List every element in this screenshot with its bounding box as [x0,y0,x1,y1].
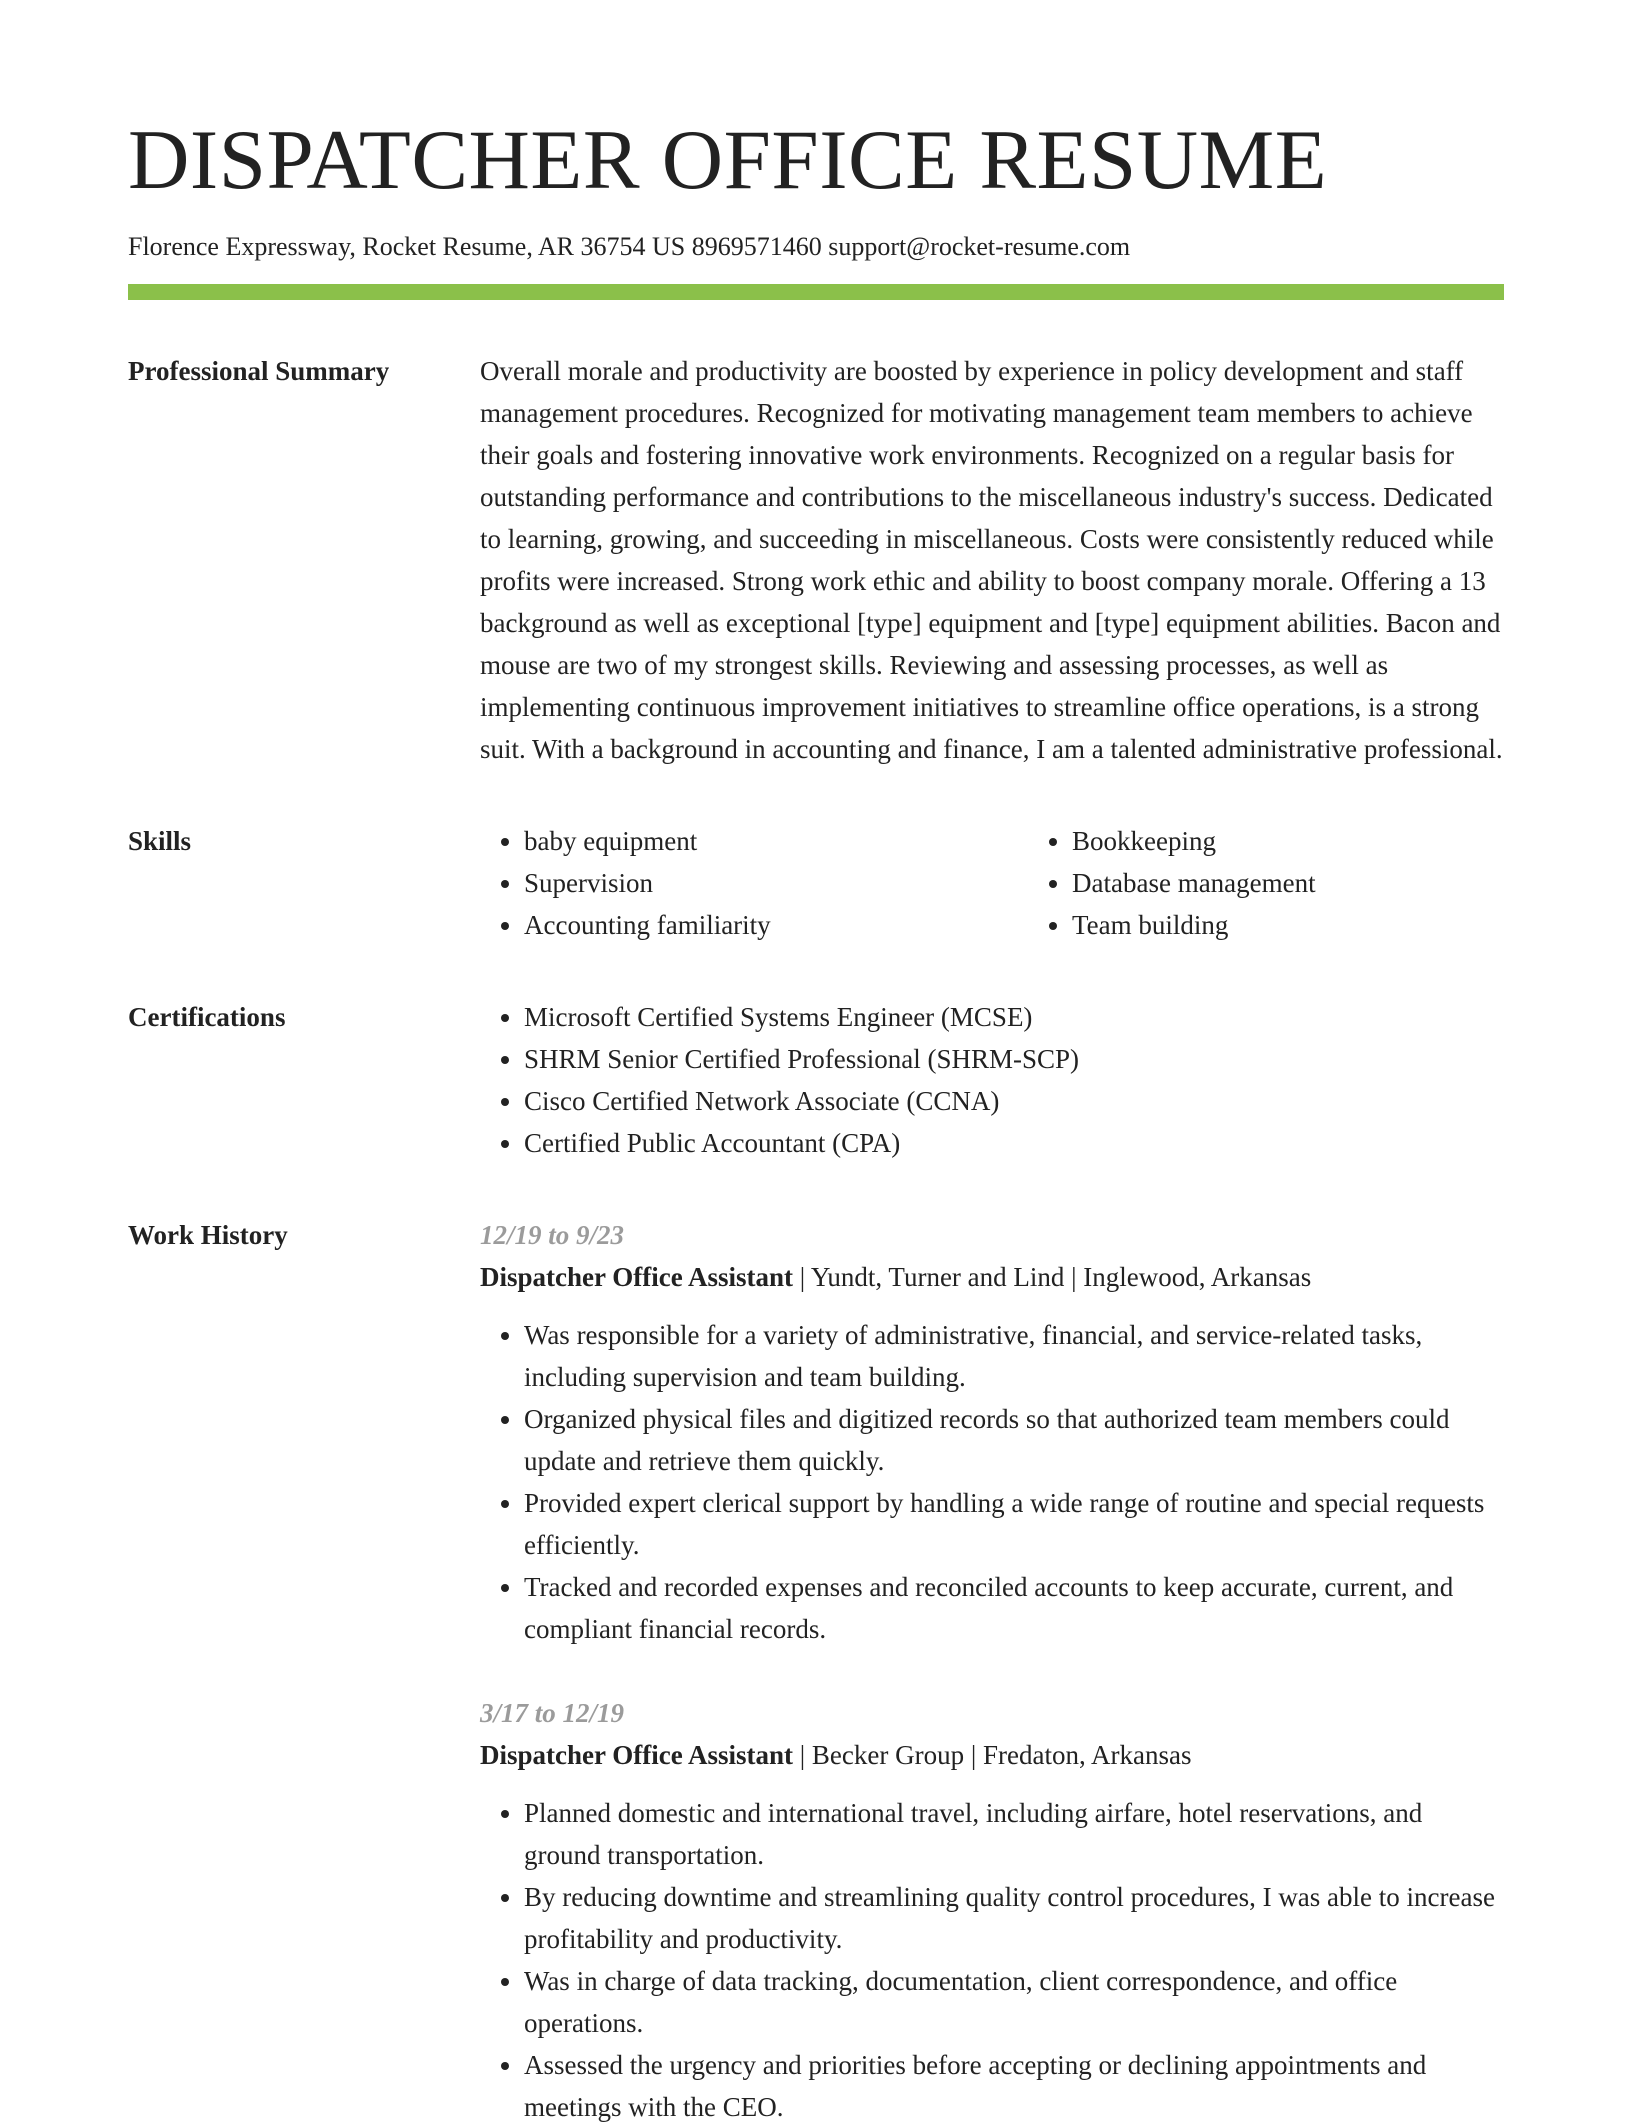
job-bullets [480,1314,1504,1650]
skills-list-right [1028,820,1576,946]
resume-title: DISPATCHER OFFICE RESUME [128,113,1328,207]
job-title: Dispatcher Office Assistant [480,1740,793,1771]
job-bullet: • Was responsible for a variety of administrative, financial, and service-related tasks, including supervision and team building. [524,1314,1504,1398]
contact-email: support@rocket-resume.com [828,232,1131,261]
skills-body [480,820,1504,946]
work-history-section [128,1214,1504,2128]
certification-item: • Microsoft Certified Systems Engineer (MCSE) [524,996,1504,1038]
job-bullet: • Assessed the urgency and priorities before accepting or declining appointments and meetings with the CEO. [524,2044,1504,2128]
job-employer-location: | Yundt, Turner and Lind | Inglewood, Arkansas [792,1262,1312,1293]
job-bullet: • Planned domestic and international travel, including airfare, hotel reservations, and ground transportation. [524,1792,1504,1876]
certification-item: • Cisco Certified Network Associate (CCNA) [524,1080,1504,1122]
job-bullet: • Was in charge of data tracking, documentation, client correspondence, and office operations. [524,1960,1504,2044]
certifications-list [480,996,1504,1164]
job-bullet: • Provided expert clerical support by handling a wide range of routine and special requests efficiently. [524,1482,1504,1566]
contact-address: Florence Expressway, Rocket Resume, AR 36754 US [128,232,686,261]
skill-item: • Accounting familiarity [524,904,1028,946]
work-history-body [480,1214,1504,2128]
summary-text: Overall morale and productivity are boosted by experience in policy development and staff management procedures. Recognized for motivating management team members to achieve their goals and fostering innovative work environments. Recognized on a regular basis for outstanding performance and contributions to the miscellaneous industry's success. Dedicated to learning, growing, and succeeding in miscellaneous. Costs were consistently reduced while profits were increased. Strong work ethic and ability to boost company morale. Offering a 13 background as well as exceptional [type] equipment and [type] equipment abilities. Bacon and mouse are two of my strongest skills. Reviewing and assessing processes, as well as implementing continuous improvement initiatives to streamline office operations, is a strong suit. With a background in accounting and finance, I am a talented administrative professional. [480,356,1503,765]
work-history-heading: Work History [128,1220,288,1251]
summary-heading: Professional Summary [128,356,390,387]
job-heading [480,1734,1504,1776]
job-bullets [480,1792,1504,2128]
skill-item: • Database management [1072,862,1576,904]
job-employer-location: | Becker Group | Fredaton, Arkansas [792,1740,1192,1771]
skill-item: • Supervision [524,862,1028,904]
job-entry [480,1692,1504,2128]
contact-phone: 8969571460 [691,232,822,261]
certification-item: • SHRM Senior Certified Professional (SHRM-SCP) [524,1038,1504,1080]
summary-body [480,350,1504,770]
skill-item: • baby equipment [524,820,1028,862]
certifications-body [480,996,1504,1164]
skills-list-left [480,820,1028,946]
skills-section [128,820,1504,946]
skill-item: • Team building [1072,904,1576,946]
certification-item: • Certified Public Accountant (CPA) [524,1122,1504,1164]
accent-divider [128,284,1504,300]
certifications-section [128,996,1504,1164]
contact-line [128,231,1504,262]
job-bullet: • By reducing downtime and streamlining quality control procedures, I was able to increase profitability and productivity. [524,1876,1504,1960]
job-dates: 3/17 to 12/19 [480,1698,625,1729]
job-bullet: • Organized physical files and digitized records so that authorized team members could update and retrieve them quickly. [524,1398,1504,1482]
job-dates: 12/19 to 9/23 [480,1220,625,1251]
summary-section [128,350,1504,770]
certifications-heading: Certifications [128,1002,286,1033]
job-title: Dispatcher Office Assistant [480,1262,793,1293]
job-heading [480,1256,1504,1298]
skills-heading: Skills [128,826,192,857]
job-entry [480,1214,1504,1650]
job-bullet: • Tracked and recorded expenses and reconciled accounts to keep accurate, current, and compliant financial records. [524,1566,1504,1650]
skill-item: • Bookkeeping [1072,820,1576,862]
